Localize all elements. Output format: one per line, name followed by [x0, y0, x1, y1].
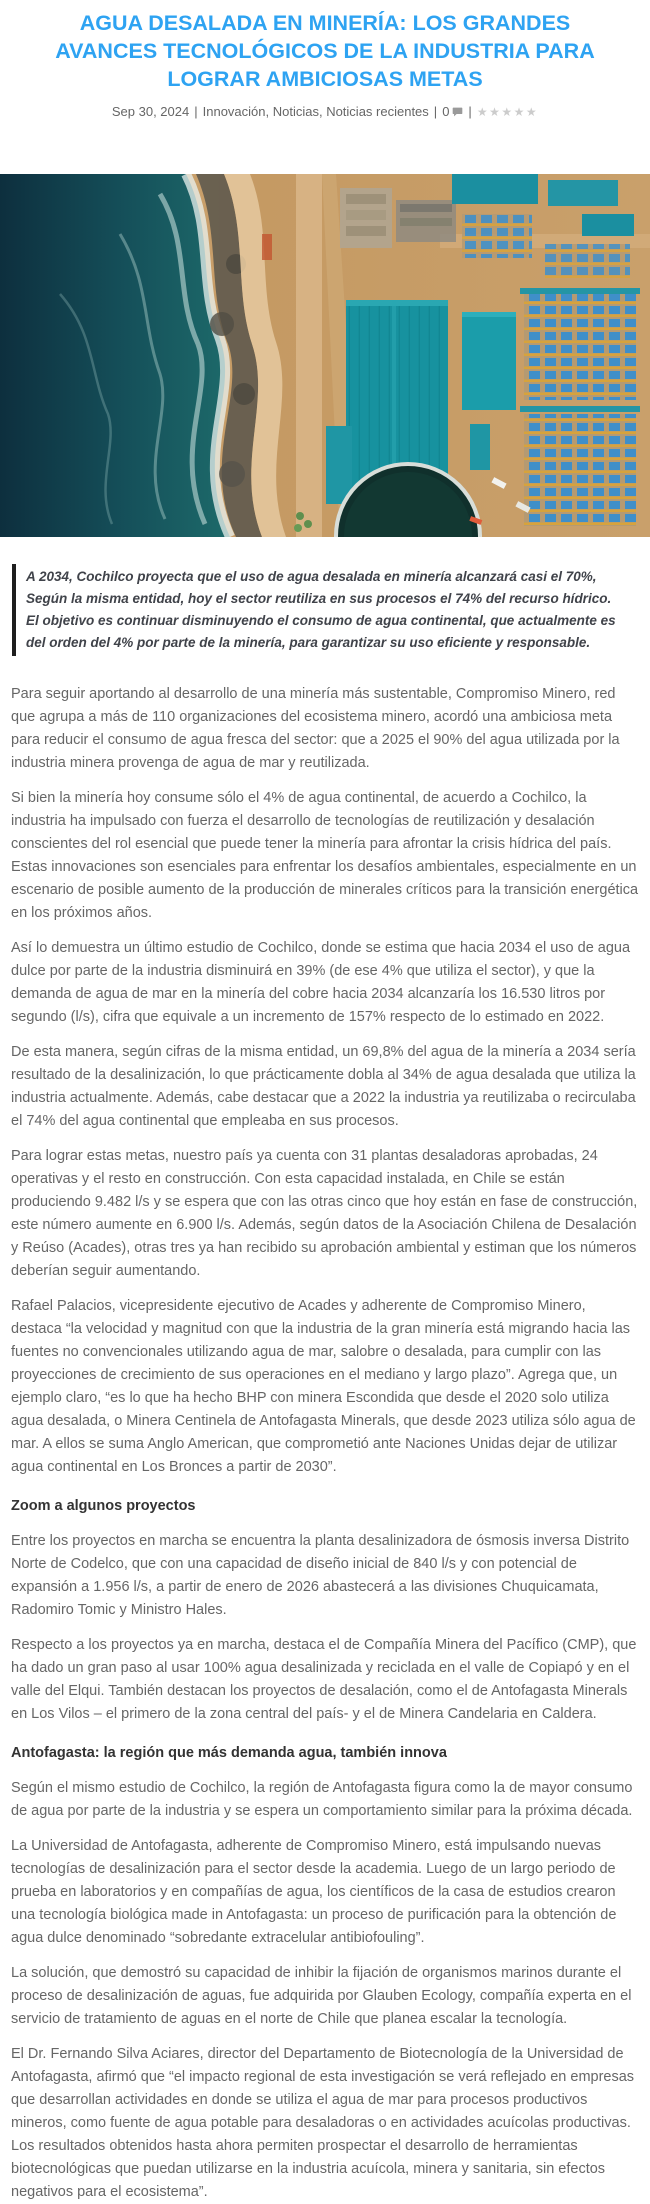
- meta-separator: |: [468, 103, 472, 119]
- post-meta: [0, 103, 650, 121]
- blog-post: [0, 10, 650, 2204]
- hero-image: [0, 174, 650, 537]
- article-paragraph: Si bien la minería hoy consume sólo el 4% de agua continental, de acuerdo a Cochilco, la industria ha impulsado con fuerza el desarrollo de tecnologías de reutilización y desalación conscientes del rol esencial que puede tener la minería para afrontar la crisis hídrica del país. Estas innovaciones son esenciales para enfrentar los desafíos ambientales, especialmente en un escenario de posible aumento de la producción de minerales críticos para la transición energética en los próximos años.: [11, 789, 639, 921]
- comment-icon: [452, 106, 463, 117]
- lead-quote: A 2034, Cochilco proyecta que el uso de agua desalada en minería alcanzará casi el 70%, Según la misma entidad, hoy el sector reutiliza en sus procesos el 74% del recurso hídrico. El objetivo es continuar disminuyendo el consumo de agua continental, que actualmente es del orden del 4% por parte de la minería, para garantizar su uso eficiente y responsable.: [12, 564, 622, 656]
- article-paragraph: El Dr. Fernando Silva Aciares, director del Departamento de Biotecnología de la Universidad de Antofagasta, afirmó que “el impacto regional de esta investigación se verá reflejado en empresas que desarrollan actividades en donde se utiliza el agua de mar para procesos productivos mineros, como fuente de agua potable para desaladoras o en actividades acuícolas productivas. Los resultados obtenidos hasta ahora permiten prospectar el desarrollo de herramientas biotecnológicas que puedan utilizarse en la industria acuícola, minera y sanitaria, sin efectos negativos para el ecosistema”.: [11, 2045, 635, 2200]
- page-title: AGUA DESALADA EN MINERÍA: LOS GRANDES AVANCES TECNOLÓGICOS DE LA INDUSTRIA PARA LOGRAR AMBICIOSAS METAS: [55, 11, 595, 91]
- meta-separator: |: [194, 103, 198, 119]
- comment-count-link[interactable]: [442, 104, 463, 119]
- equipment-racks: [524, 292, 636, 400]
- article-paragraph: Respecto a los proyectos ya en marcha, destaca el de Compañía Minera del Pacífico (CMP), que ha dado un gran paso al usar 100% agua desalinizada y reciclada en el valle de Copiapó y en el valle del Elqui. También destacan los proyectos de desalación, como el de Antofagasta Minerals en Los Vilos – el primero de la zona central del país- y el de Minera Candelaria en Caldera.: [11, 1636, 637, 1722]
- article-paragraph: Para lograr estas metas, nuestro país ya cuenta con 31 plantas desaladoras aprobadas, 24 operativas y el resto en construcción. Con esta capacidad instalada, en Chile se están produciendo 9.482 l/s y se espera que con las otras cinco que hoy están en fase de construcción, este número aumente en 6.900 l/s. Además, según datos de la Asociación Chilena de Desalación y Reúso (Acades), otras tres ya han recibido su aprobación ambiental y estiman que los números deberían seguir aumentando.: [11, 1147, 638, 1279]
- comment-count: 0: [442, 103, 450, 119]
- article-paragraph: Rafael Palacios, vicepresidente ejecutivo de Acades y adherente de Compromiso Minero, destaca “la velocidad y magnitud con que la industria de la gran minería está migrando hacia las fuentes no convencionales utilizando agua de mar, salobre o desalada, para cumplir con las proyecciones de crecimiento de sus operaciones en el mediano y largo plazo”. Agrega que, un ejemplo claro, “es lo que ha hecho BHP con minera Escondida que desde el 2020 solo utiliza agua desalada, o Minera Centinela de Antofagasta Minerals, que desde 2023 utiliza sólo agua de mar. A ellos se suma Anglo American, que comprometió ante Naciones Unidas dejar de utilizar agua continental en Los Bronces a partir de 2030”.: [11, 1297, 636, 1475]
- article-paragraph: De esta manera, según cifras de la misma entidad, un 69,8% del agua de la minería a 2034 sería resultado de la desalinización, lo que prácticamente dobla al 34% de agua desalada que utiliza la industria actualmente. Además, cabe destacar que a 2022 la industria ya reutilizaba o recirculaba el 74% del agua continental que empleaba en sus procesos.: [11, 1043, 636, 1129]
- article-paragraph: La solución, que demostró su capacidad de inhibir la fijación de organismos marinos durante el proceso de desalinización de aguas, fue adquirida por Glauben Ecology, compañía experta en el servicio de tratamiento de aguas en el norte de Chile que planea escalar la tecnología.: [11, 1964, 632, 2027]
- section-heading-zoom-proyectos: Zoom a algunos proyectos: [11, 1497, 196, 1514]
- article-paragraph: La Universidad de Antofagasta, adherente de Compromiso Minero, está impulsando nuevas tecnologías de desalinización para el sector desde la academia. Luego de un largo periodo de prueba en laboratorios y en compañías de agua, los científicos de la casa de estudios crearon una tecnología biológica made in Antofagasta: un proceso de purificación para la obtención de agua dulce denominado “sobredante extracelular antibiofouling”.: [11, 1837, 617, 1946]
- rating-stars[interactable]: ★★★★★: [476, 104, 539, 119]
- article-paragraph: Entre los proyectos en marcha se encuentra la planta desalinizadora de ósmosis inversa Distrito Norte de Codelco, que con una capacidad de diseño inicial de 840 l/s y con potencial de expansión a 1.956 l/s, a partir de enero de 2026 abastecerá a las divisiones Chuquicamata, Radomiro Tomic y Ministro Hales.: [11, 1532, 630, 1618]
- article-body: [0, 683, 650, 2204]
- meta-separator: |: [433, 103, 438, 119]
- article-paragraph: Para seguir aportando al desarrollo de una minería más sustentable, Compromiso Minero, red que agrupa a más de 110 organizaciones del ecosistema minero, acordó una ambiciosa meta para reducir el consumo de agua fresca del sector: que a 2025 el 90% del agua utilizada por la industria minera provenga de agua de mar y reutilizada.: [11, 685, 620, 771]
- post-date: Sep 30, 2024: [111, 103, 190, 119]
- article-paragraph: Así lo demuestra un último estudio de Cochilco, donde se estima que hacia 2034 el uso de agua dulce por parte de la industria disminuirá en 39% (de ese 4% que utiliza el sector), y que la demanda de agua de mar en la minería del cobre hacia 2034 alcanzaría los 16.530 litros por segundo (l/s), cifra que equivale a un incremento de 157% respecto de lo estimado en 2022.: [11, 939, 631, 1025]
- post-categories[interactable]: Innovación, Noticias, Noticias recientes: [202, 103, 429, 119]
- section-heading-antofagasta: Antofagasta: la región que más demanda agua, también innova: [11, 1744, 447, 1761]
- article-paragraph: Según el mismo estudio de Cochilco, la región de Antofagasta figura como la de mayor consumo de agua por parte de la industria y se espera un comportamiento similar para la próxima década.: [11, 1779, 633, 1819]
